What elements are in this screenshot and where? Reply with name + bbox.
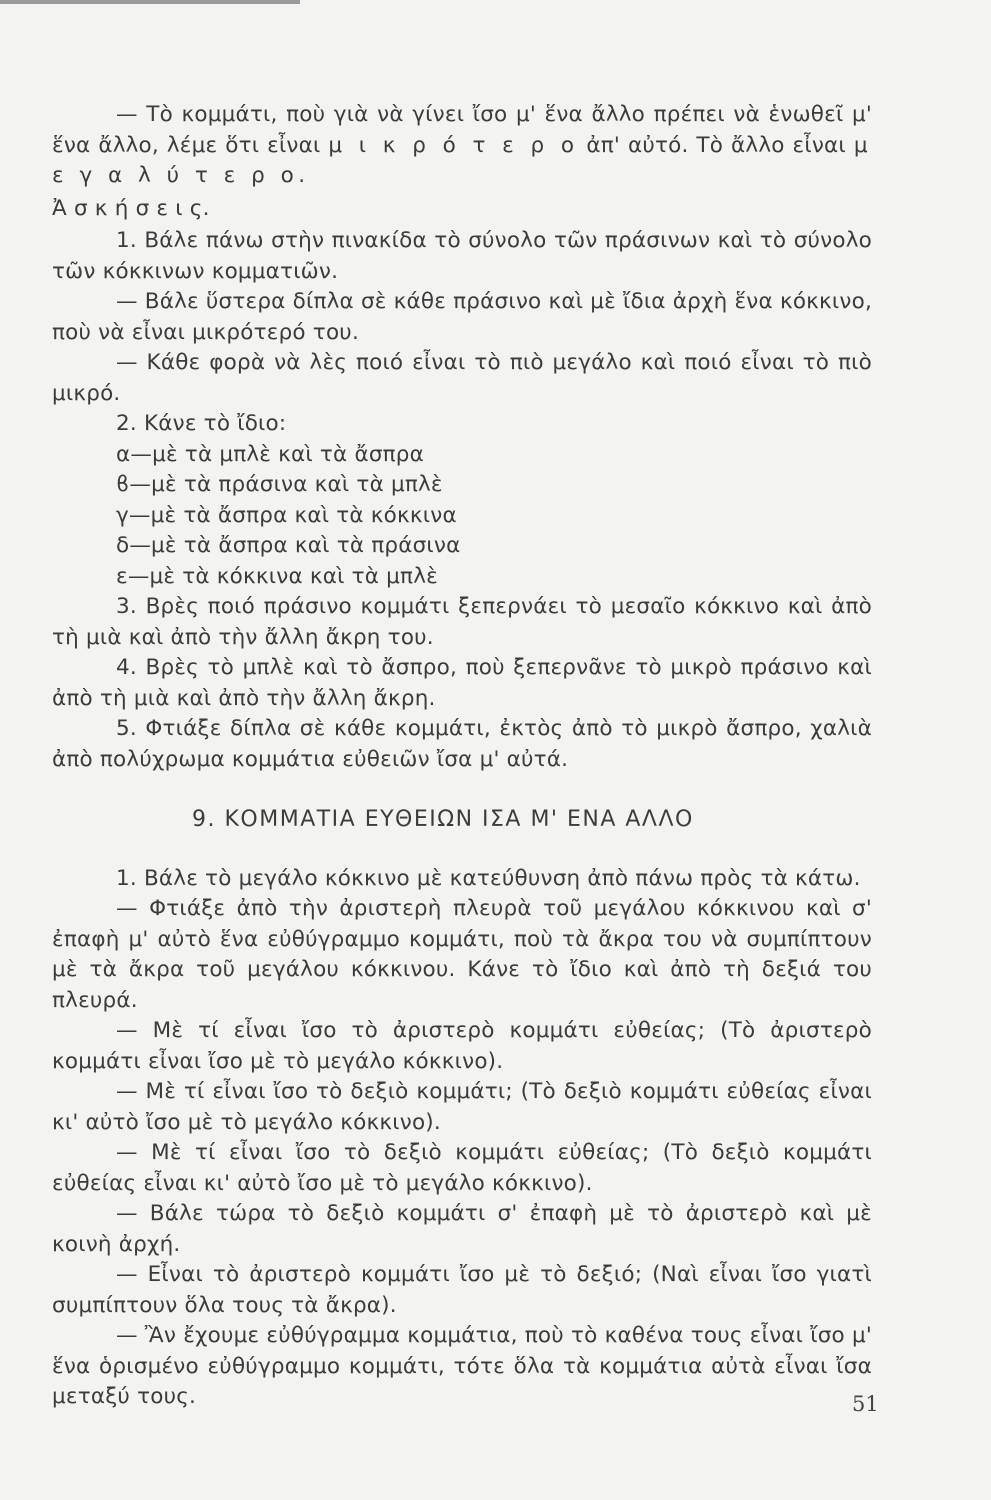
list-item: ϐ—μὲ τὰ πράσινα καὶ τὰ μπλὲ	[116, 472, 443, 497]
top-rule	[0, 0, 300, 4]
exercise-3: 3. Βρὲς ποιό πράσινο κομμάτι ξεπερνάει τὸ μεσαῖο κόκκινο καὶ ἀπὸ τὴ μιὰ καὶ ἀπὸ τὴν ἄλλη ἄκρη του.	[52, 594, 872, 650]
page-number: 51	[852, 1392, 879, 1416]
section-paragraph: — Φτιάξε ἀπὸ τὴν ἀριστερὴ πλευρὰ τοῦ μεγάλου κόκκινου καὶ σ' ἐπαφὴ μ' αὐτὸ ἕνα εὐθύγραμμο κομμάτι, ποὺ τὰ ἄκρα του νὰ συμπίπτουν μὲ τὰ ἄκρα τοῦ μεγάλου κόκκινου. Κάνε τὸ ἴδιο καὶ ἀπὸ τὴ δεξιά του πλευρά.	[52, 896, 872, 1013]
section-paragraph: — Μὲ τί εἶναι ἴσο τὸ ἀριστερὸ κομμάτι εὐθείας; (Τὸ ἀριστερὸ κομμάτι εἶναι ἴσο μὲ τὸ μεγάλο κόκκινο).	[52, 1018, 872, 1074]
term-larger: μ ε γ α λ ύ τ ε ρ ο	[52, 132, 872, 188]
list-item: α—μὲ τὰ μπλὲ καὶ τὰ ἄσπρα	[116, 441, 425, 467]
list-item: γ—μὲ τὰ ἄσπρα καὶ τὰ κόκκινα	[116, 502, 457, 528]
intro-text-2: ἀπ' αὐτό. Τὸ ἄλλο εἶναι	[578, 132, 854, 158]
exercise-2-list	[116, 440, 872, 593]
section-title: 9. ΚΟΜΜΑΤΙΑ ΕΥΘΕΙΩΝ ΙΣΑ Μ' ΕΝΑ ΑΛΛΟ	[192, 807, 694, 832]
section-paragraph: 1. Βάλε τὸ μεγάλο κόκκινο μὲ κατεύθυνση ἀπὸ πάνω πρὸς τὰ κάτω.	[116, 865, 861, 891]
section-paragraph: — Μὲ τί εἶναι ἴσο τὸ δεξιὸ κομμάτι; (Τὸ δεξιὸ κομμάτι εὐθείας εἶναι κι' αὐτὸ ἴσο μὲ τὸ μεγάλο κόκκινο).	[52, 1079, 872, 1135]
list-item: δ—μὲ τὰ ἄσπρα καὶ τὰ πράσινα	[116, 533, 461, 558]
intro-text-1: — Τὸ κομμάτι, ποὺ γιὰ νὰ γίνει ἴσο μ' ἕνα ἄλλο πρέπει νὰ ἑνωθεῖ μ' ἕνα ἄλλο, λέμε ὅτι εἶναι	[52, 102, 872, 158]
term-smaller: μ ι κ ρ ό τ ε ρ ο	[328, 132, 579, 158]
intro-paragraph	[52, 100, 872, 192]
section-paragraph: — Βάλε τώρα τὸ δεξιὸ κομμάτι σ' ἐπαφὴ μὲ τὸ ἀριστερὸ καὶ μὲ κοινὴ ἀρχή.	[52, 1201, 872, 1257]
page-body	[52, 100, 872, 1413]
exercise-4: 4. Βρὲς τὸ μπλὲ καὶ τὸ ἄσπρο, ποὺ ξεπερνᾶνε τὸ μικρὸ πράσινο καὶ ἀπὸ τὴ μιὰ καὶ ἀπὸ τὴν ἄλλη ἄκρη.	[52, 655, 872, 711]
exercise-2: 2. Κάνε τὸ ἴδιο:	[116, 411, 287, 436]
exercise-1-step-2: — Βάλε ὕστερα δίπλα σὲ κάθε πράσινο καὶ μὲ ἴδια ἀρχὴ ἕνα κόκκινο, ποὺ νὰ εἶναι μικρότερό του.	[52, 289, 872, 345]
exercise-1: 1. Βάλε πάνω στὴν πινακίδα τὸ σύνολο τῶν πράσινων καὶ τὸ σύνολο τῶν κόκκινων κομματιῶν.	[52, 228, 872, 284]
section-paragraph: — Εἶναι τὸ ἀριστερὸ κομμάτι ἴσο μὲ τὸ δεξιό; (Ναὶ εἶναι ἴσο γιατὶ συμπίπτουν ὅλα τους τὰ ἄκρα).	[52, 1262, 872, 1318]
section-paragraph: — Ἂν ἔχουμε εὐθύγραμμα κομμάτια, ποὺ τὸ καθένα τους εἶναι ἴσο μ' ἕνα ὁρισμένο εὐθύγραμμο κομμάτι, τότε ὅλα τὰ κομμάτια αὐτὰ εἶναι ἴσα μεταξύ τους.	[52, 1323, 872, 1409]
exercises-heading: Ἀ σ κ ή σ ε ι ς.	[52, 195, 210, 221]
intro-text-3: .	[298, 163, 306, 188]
list-item: ε—μὲ τὰ κόκκινα καὶ τὰ μπλὲ	[116, 563, 438, 589]
exercise-5: 5. Φτιάξε δίπλα σὲ κάθε κομμάτι, ἐκτὸς ἀπὸ τὸ μικρὸ ἄσπρο, χαλιὰ ἀπὸ πολύχρωμα κομμάτια εὐθειῶν ἴσα μ' αὐτά.	[52, 716, 872, 772]
exercise-1-step-3: — Κάθε φορὰ νὰ λὲς ποιό εἶναι τὸ πιὸ μεγάλο καὶ ποιό εἶναι τὸ πιὸ μικρό.	[52, 350, 872, 406]
section-paragraph: — Μὲ τί εἶναι ἴσο τὸ δεξιὸ κομμάτι εὐθείας; (Τὸ δεξιὸ κομμάτι εὐθείας εἶναι κι' αὐτὸ ἴσο μὲ τὸ μεγάλο κόκκινο).	[52, 1140, 872, 1196]
